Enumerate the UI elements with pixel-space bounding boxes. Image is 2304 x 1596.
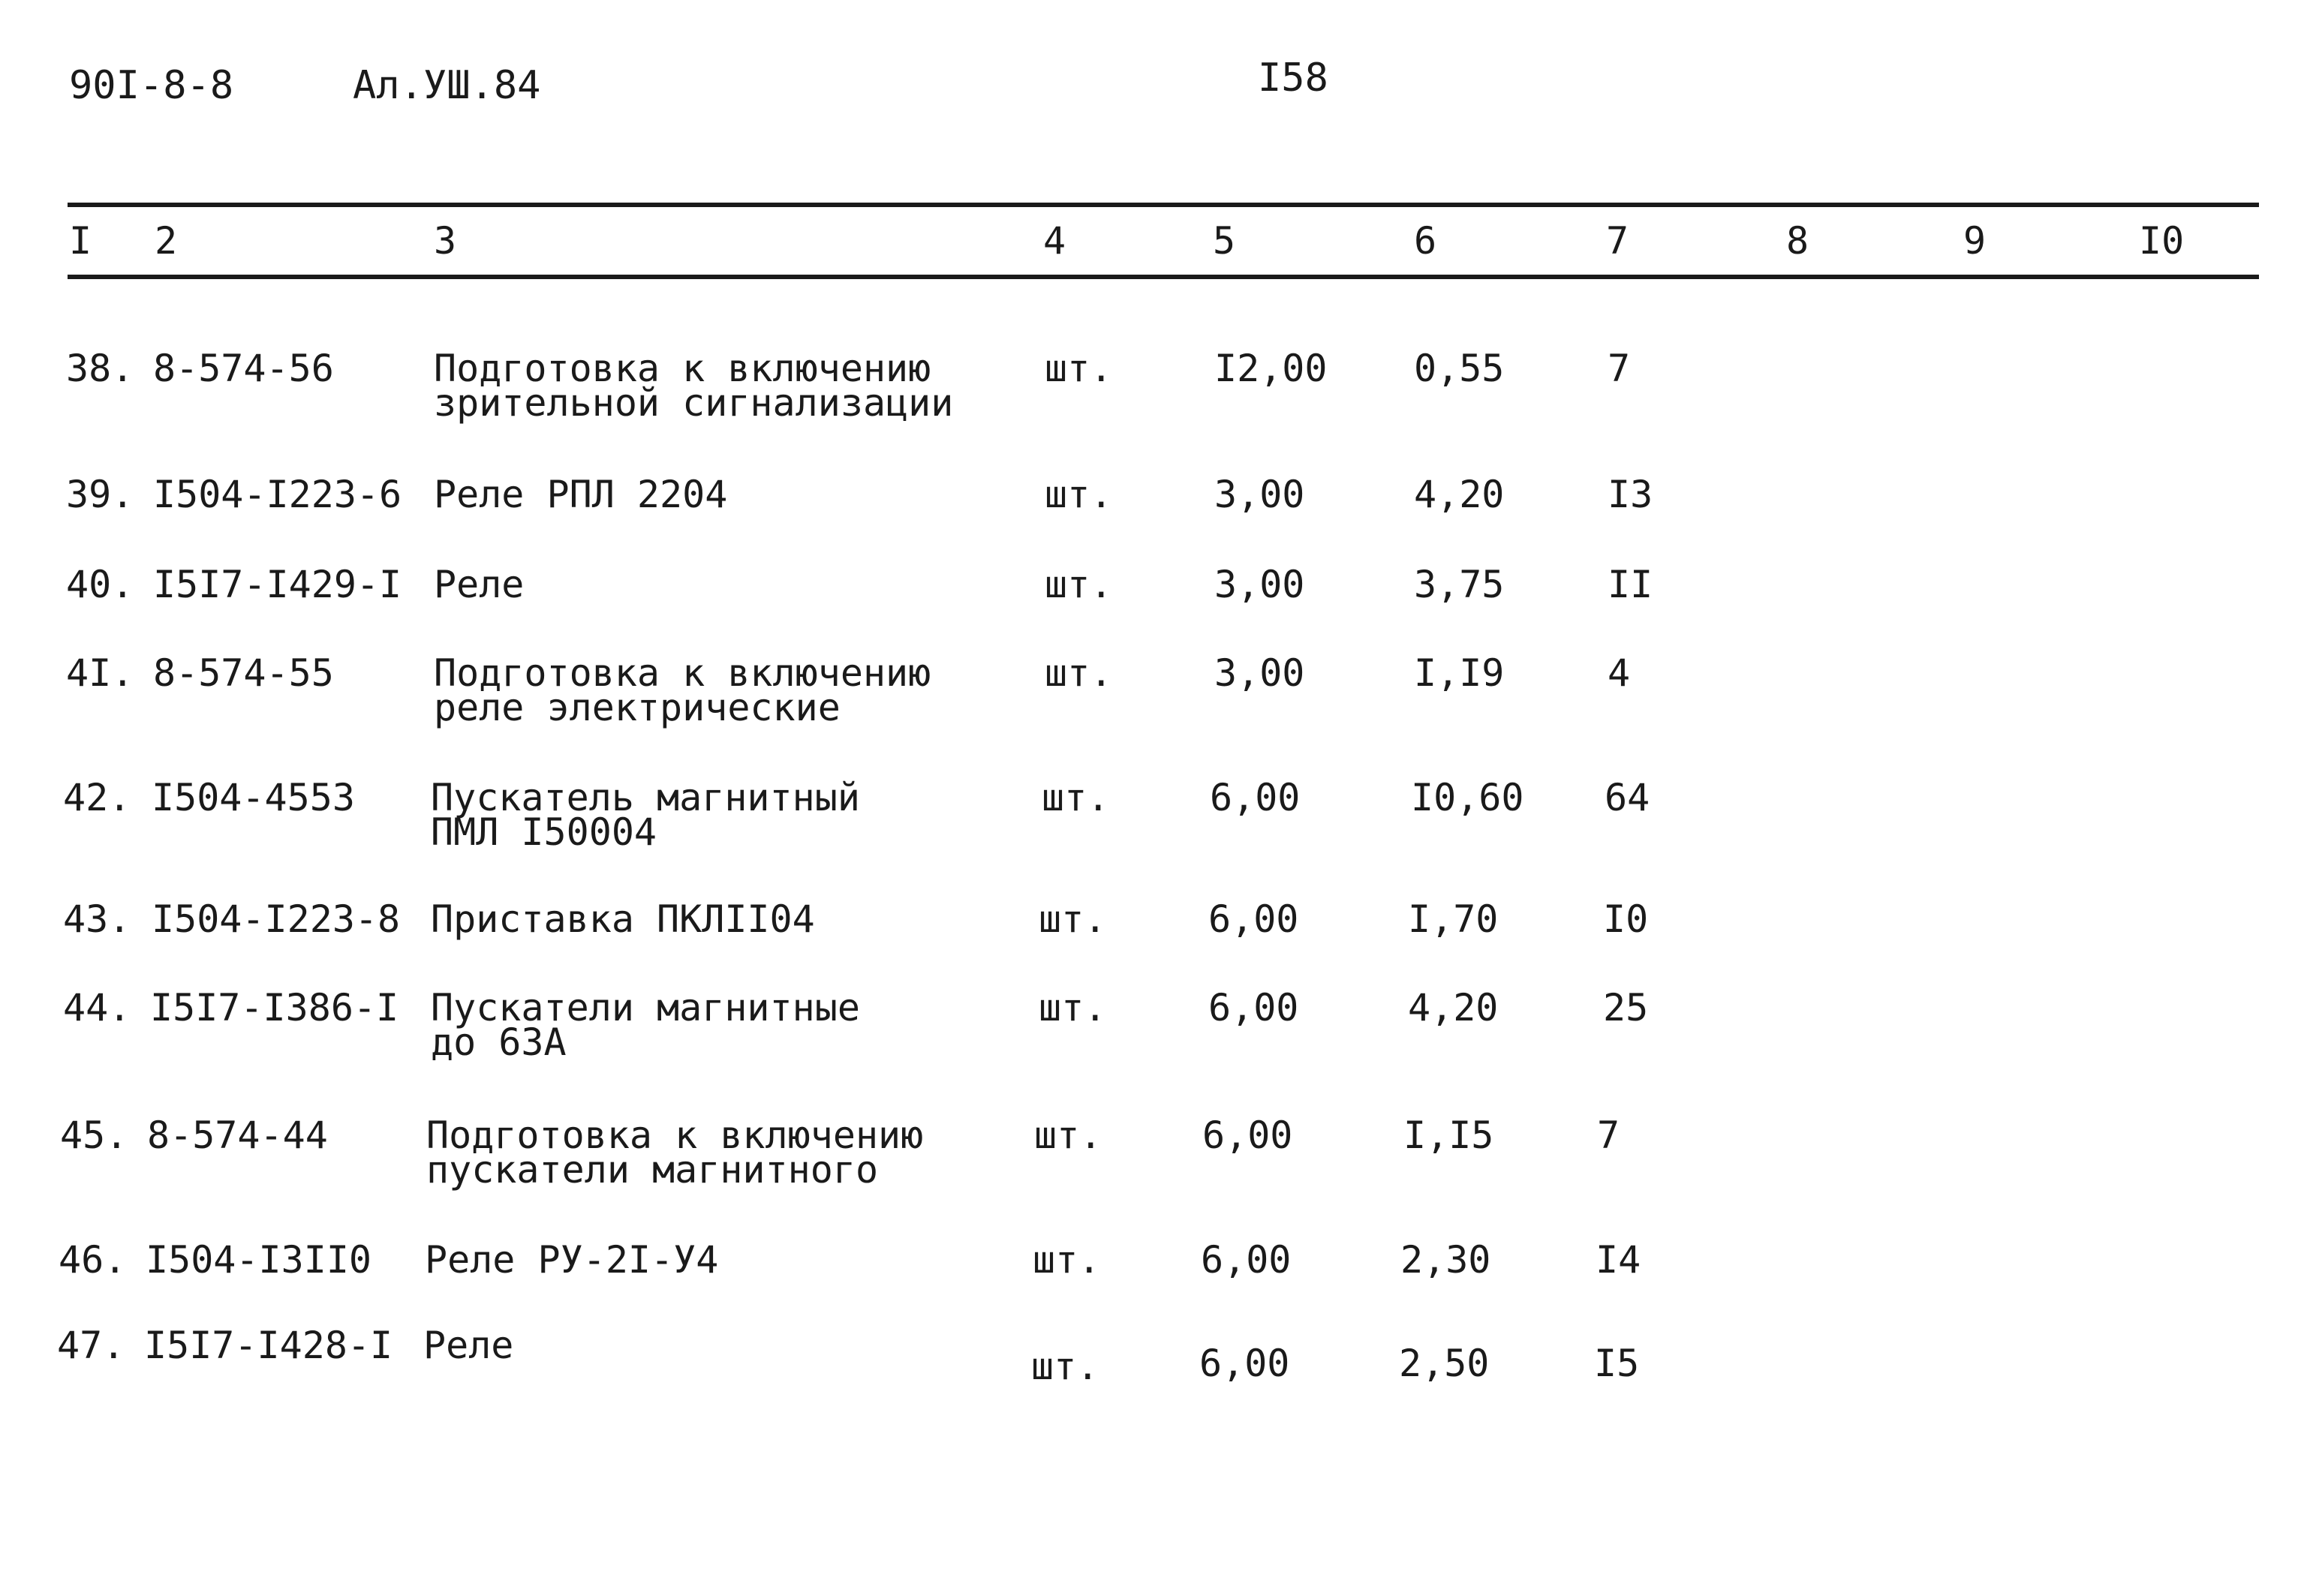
item-name-line: Реле РПЛ 2204 bbox=[434, 473, 728, 516]
row-number: 4I. bbox=[66, 651, 134, 695]
column-number-10: I0 bbox=[2139, 219, 2185, 263]
table-row bbox=[0, 473, 2304, 516]
row-number: 46. bbox=[59, 1238, 127, 1282]
column-6-value: 3,75 bbox=[1414, 563, 1505, 606]
column-number-6: 6 bbox=[1414, 219, 1437, 263]
quantity: 6,00 bbox=[1208, 897, 1299, 941]
row-number: 42. bbox=[63, 776, 131, 819]
column-6-value: 2,30 bbox=[1400, 1238, 1491, 1282]
price-code: 8-574-44 bbox=[147, 1114, 328, 1157]
quantity: 6,00 bbox=[1210, 776, 1301, 819]
column-6-value: I,I9 bbox=[1414, 651, 1505, 695]
column-7-value: I4 bbox=[1596, 1238, 1641, 1282]
column-7-value: I3 bbox=[1608, 473, 1653, 516]
price-code: 8-574-55 bbox=[153, 651, 334, 695]
column-6-value: 4,20 bbox=[1414, 473, 1505, 516]
column-number-7: 7 bbox=[1606, 219, 1629, 263]
price-code: I504-4553 bbox=[152, 776, 355, 819]
column-7-value: I0 bbox=[1603, 897, 1649, 941]
item-name-line: пускатели магнитного bbox=[426, 1148, 879, 1192]
table-row bbox=[0, 651, 2304, 729]
column-7-value: 7 bbox=[1597, 1114, 1620, 1157]
quantity: 6,00 bbox=[1199, 1342, 1290, 1385]
column-number-5: 5 bbox=[1213, 219, 1236, 263]
unit: шт. bbox=[1045, 563, 1113, 606]
table-row bbox=[0, 563, 2304, 606]
table-row bbox=[0, 1114, 2304, 1192]
unit: шт. bbox=[1042, 776, 1110, 819]
column-6-value: 4,20 bbox=[1408, 986, 1499, 1029]
item-name bbox=[431, 897, 1046, 941]
item-name-line: до 63А bbox=[431, 1020, 567, 1064]
unit: шт. bbox=[1045, 473, 1113, 516]
item-name-line: Пускатели магнитные bbox=[431, 986, 860, 1029]
column-7-value: I5 bbox=[1594, 1342, 1640, 1385]
item-name-line: Приставка ПКЛII04 bbox=[431, 897, 815, 941]
table-row bbox=[0, 347, 2304, 425]
item-name bbox=[423, 1324, 1039, 1367]
row-number: 45. bbox=[60, 1114, 128, 1157]
column-7-value: 4 bbox=[1608, 651, 1631, 695]
item-name-line: Реле РУ-2I-У4 bbox=[425, 1238, 719, 1282]
item-name-line: Подготовка к включению bbox=[434, 347, 931, 390]
table-row bbox=[0, 986, 2304, 1064]
row-number: 40. bbox=[66, 563, 134, 606]
album-reference: Ал.УШ.84 bbox=[353, 63, 541, 108]
price-code: 8-574-56 bbox=[153, 347, 334, 390]
quantity: 6,00 bbox=[1201, 1238, 1292, 1282]
column-number-4: 4 bbox=[1043, 219, 1066, 263]
price-code: I5I7-I428-I bbox=[144, 1324, 393, 1367]
column-6-value: 2,50 bbox=[1399, 1342, 1490, 1385]
item-name bbox=[425, 1238, 1040, 1282]
unit: шт. bbox=[1034, 1114, 1102, 1157]
table-row bbox=[0, 897, 2304, 941]
quantity: 6,00 bbox=[1208, 986, 1299, 1029]
item-name-line: Реле bbox=[434, 563, 525, 606]
price-code: I504-I3II0 bbox=[146, 1238, 372, 1282]
unit: шт. bbox=[1033, 1238, 1101, 1282]
price-code: I5I7-I429-I bbox=[153, 563, 402, 606]
quantity: 6,00 bbox=[1202, 1114, 1293, 1157]
item-name-line: реле электрические bbox=[434, 686, 841, 729]
column-6-value: I,I5 bbox=[1403, 1114, 1494, 1157]
column-number-1: I bbox=[69, 219, 92, 263]
item-name bbox=[434, 347, 1049, 425]
item-name-line: Реле bbox=[423, 1324, 514, 1367]
page-number: I58 bbox=[1258, 56, 1328, 101]
column-number-3: 3 bbox=[434, 219, 457, 263]
document-code: 90I-8-8 bbox=[69, 63, 234, 108]
quantity: I2,00 bbox=[1214, 347, 1328, 390]
item-name bbox=[434, 651, 1049, 729]
quantity: 3,00 bbox=[1214, 651, 1305, 695]
column-6-value: 0,55 bbox=[1414, 347, 1505, 390]
item-name-line: Подготовка к включению bbox=[434, 651, 931, 695]
table-row bbox=[0, 1324, 2304, 1388]
column-7-value: II bbox=[1608, 563, 1653, 606]
item-name-line: Подготовка к включению bbox=[426, 1114, 924, 1157]
column-6-value: I0,60 bbox=[1411, 776, 1524, 819]
item-name bbox=[426, 1114, 1042, 1192]
price-code: I5I7-I386-I bbox=[150, 986, 399, 1029]
unit: шт. bbox=[1031, 1345, 1099, 1388]
item-name-line: Пускатель магнитный bbox=[431, 776, 860, 819]
quantity: 3,00 bbox=[1214, 473, 1305, 516]
column-number-9: 9 bbox=[1963, 219, 1987, 263]
unit: шт. bbox=[1039, 986, 1107, 1029]
item-name bbox=[431, 986, 1046, 1064]
column-number-8: 8 bbox=[1786, 219, 1809, 263]
table-header-rule bbox=[68, 275, 2259, 279]
column-7-value: 64 bbox=[1605, 776, 1650, 819]
row-number: 44. bbox=[63, 986, 131, 1029]
row-number: 47. bbox=[57, 1324, 125, 1367]
item-name bbox=[434, 563, 1049, 606]
price-code: I504-I223-6 bbox=[153, 473, 402, 516]
item-name-line: зрительной сигнализации bbox=[434, 381, 954, 425]
price-code: I504-I223-8 bbox=[152, 897, 401, 941]
column-7-value: 7 bbox=[1608, 347, 1631, 390]
table-row bbox=[0, 776, 2304, 854]
column-6-value: I,70 bbox=[1408, 897, 1499, 941]
column-7-value: 25 bbox=[1603, 986, 1649, 1029]
column-number-2: 2 bbox=[155, 219, 178, 263]
item-name bbox=[431, 776, 1046, 854]
item-name bbox=[434, 473, 1049, 516]
unit: шт. bbox=[1039, 897, 1107, 941]
table-top-rule bbox=[68, 203, 2259, 207]
row-number: 38. bbox=[66, 347, 134, 390]
row-number: 39. bbox=[66, 473, 134, 516]
unit: шт. bbox=[1045, 651, 1113, 695]
item-name-line: ПМЛ I50004 bbox=[431, 810, 657, 854]
row-number: 43. bbox=[63, 897, 131, 941]
unit: шт. bbox=[1045, 347, 1113, 390]
quantity: 3,00 bbox=[1214, 563, 1305, 606]
